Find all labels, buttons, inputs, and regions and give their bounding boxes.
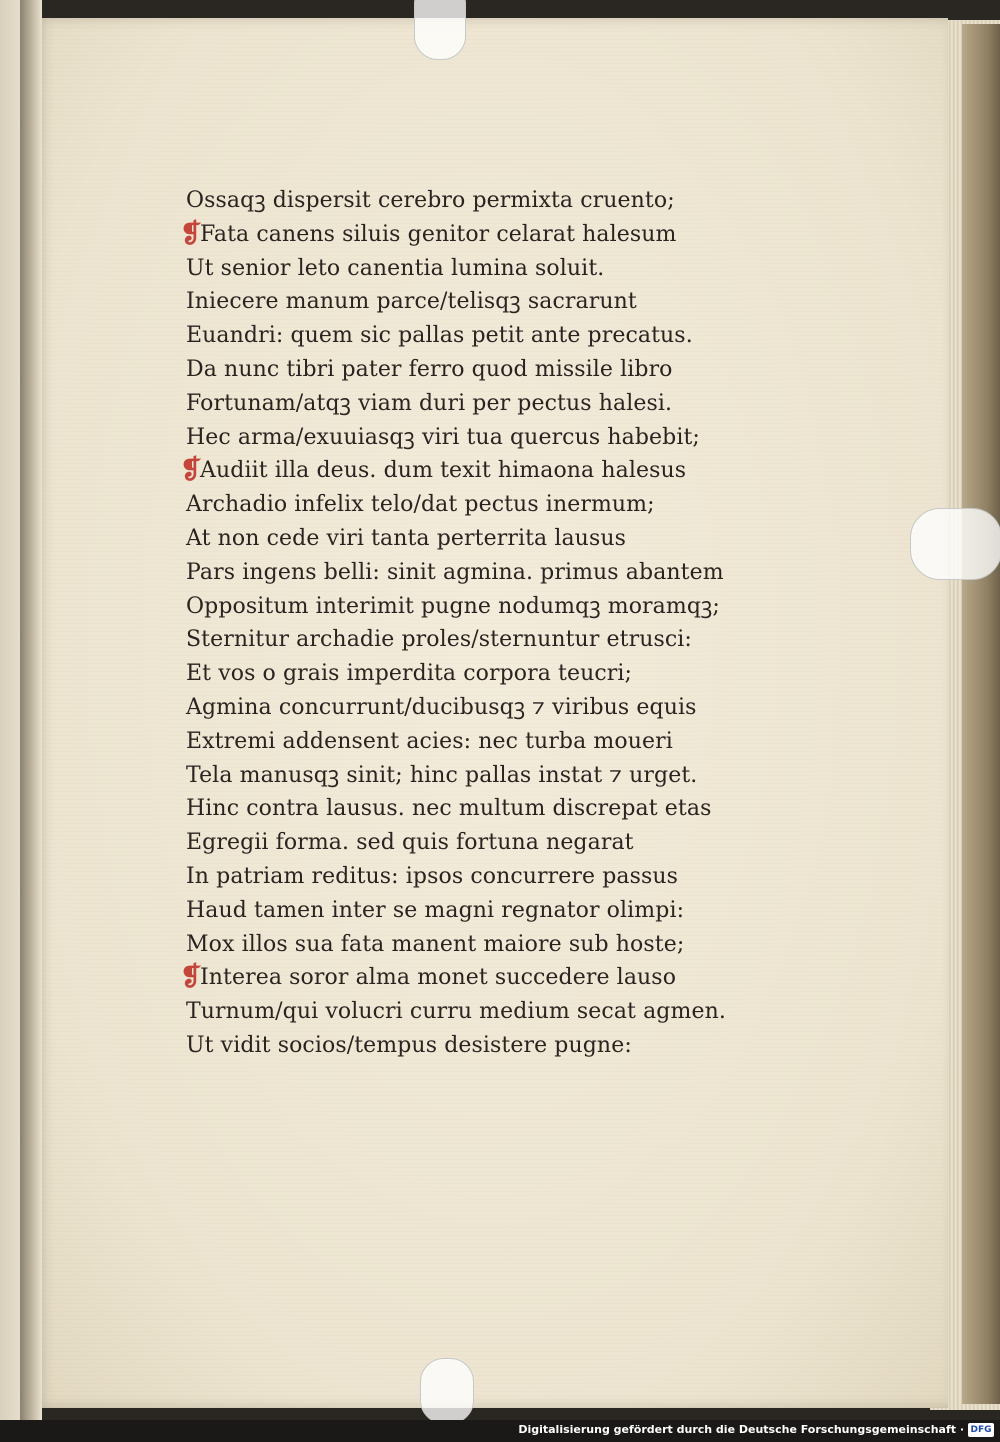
dfg-logo: DFG xyxy=(968,1423,994,1437)
verse-line xyxy=(186,623,746,657)
verse-line-text: Hinc contra lausus. nec multum discrepat etas xyxy=(186,796,712,822)
verse-line-text: Da nunc tibri pater ferro quod missile libro xyxy=(186,356,673,382)
verse-line-text: Audiit illa deus. dum texit himaona halesus xyxy=(200,458,687,484)
rubric-pilcrow-icon: ❡ xyxy=(180,962,202,993)
verse-line xyxy=(186,928,746,962)
verse-line xyxy=(186,691,746,725)
verse-line-text: Oppositum interimit pugne nodumqꝫ moramqꝫ; xyxy=(186,593,720,619)
verse-line xyxy=(186,353,746,387)
top-page-clip xyxy=(414,0,466,60)
verse-line xyxy=(180,961,746,995)
verse-line xyxy=(186,860,746,894)
verse-line xyxy=(186,319,746,353)
bottom-page-clip xyxy=(420,1358,474,1424)
verse-line-text: Fortunam/atqꝫ viam duri per pectus halesi. xyxy=(186,390,673,416)
rubric-pilcrow-icon: ❡ xyxy=(180,218,202,249)
verse-line xyxy=(186,759,746,793)
verse-line-text: Hec arma/exuuiasqꝫ viri tua quercus habebit; xyxy=(186,424,700,450)
verse-line-text: Et vos o grais imperdita corpora teucri; xyxy=(186,661,633,687)
verse-line xyxy=(186,1029,746,1063)
verse-line-text: Fata canens siluis genitor celarat halesum xyxy=(200,221,677,247)
verse-line xyxy=(186,184,746,218)
verse-line-text: At non cede viri tanta perterrita lausus xyxy=(186,525,627,551)
verse-line xyxy=(186,285,746,319)
verse-line-text: Mox illos sua fata manent maiore sub hoste; xyxy=(186,931,685,957)
verse-line xyxy=(180,218,746,252)
verse-line-text: Ossaqꝫ dispersit cerebro permixta cruento; xyxy=(186,188,675,213)
verse-line xyxy=(186,725,746,759)
dfg-credit-text: Digitalisierung gefördert durch die Deutsche Forschungsgemeinschaft · xyxy=(518,1423,964,1436)
verse-line-text: Agmina concurrunt/ducibusqꝫ ⁊ viribus equis xyxy=(186,694,697,720)
verse-line-text: Extremi addensent acies: nec turba moueri xyxy=(186,728,673,754)
verse-line-text: Tela manusqꝫ sinit; hinc pallas instat ⁊ urget. xyxy=(186,762,698,788)
verse-line xyxy=(186,556,746,590)
verse-line-text: Iniecere manum parce/telisqꝫ sacrarunt xyxy=(186,289,637,315)
verse-text-block xyxy=(180,184,746,1063)
verse-line-text: Egregii forma. sed quis fortuna negarat xyxy=(186,830,634,856)
verse-line xyxy=(186,387,746,421)
verse-line xyxy=(186,657,746,691)
verse-line-text: Ut senior leto canentia lumina soluit. xyxy=(186,255,605,281)
verse-line xyxy=(186,826,746,860)
verse-line-text: Euandri: quem sic pallas petit ante precatus. xyxy=(186,323,693,349)
verse-line xyxy=(186,421,746,455)
verse-line-text: Ut vidit socios/tempus desistere pugne: xyxy=(186,1032,632,1058)
verse-line xyxy=(186,252,746,286)
book-cover-edge xyxy=(962,24,1000,1404)
verse-line xyxy=(186,995,746,1029)
verse-line-text: In patriam reditus: ipsos concurrere passus xyxy=(186,863,679,889)
verse-line xyxy=(186,590,746,624)
verse-line-text: Pars ingens belli: sinit agmina. primus abantem xyxy=(186,559,724,585)
side-page-clip xyxy=(910,508,1000,580)
verse-line xyxy=(186,522,746,556)
verse-line xyxy=(180,454,746,488)
verse-line-text: Archadio infelix telo/dat pectus inermum; xyxy=(186,492,655,518)
verse-line-text: Haud tamen inter se magni regnator olimpi: xyxy=(186,897,685,923)
verse-line xyxy=(186,792,746,826)
verse-line-text: Sternitur archadie proles/sternuntur etrusci: xyxy=(186,627,692,653)
rubric-pilcrow-icon: ❡ xyxy=(180,455,202,486)
footer-bar xyxy=(0,1420,1000,1442)
book-gutter xyxy=(20,0,42,1420)
verse-line xyxy=(186,894,746,928)
verse-line-text: Turnum/qui volucri curru medium secat agmen. xyxy=(186,999,726,1025)
verse-line-text: Interea soror alma monet succedere lauso xyxy=(200,965,677,991)
verse-line xyxy=(186,488,746,522)
